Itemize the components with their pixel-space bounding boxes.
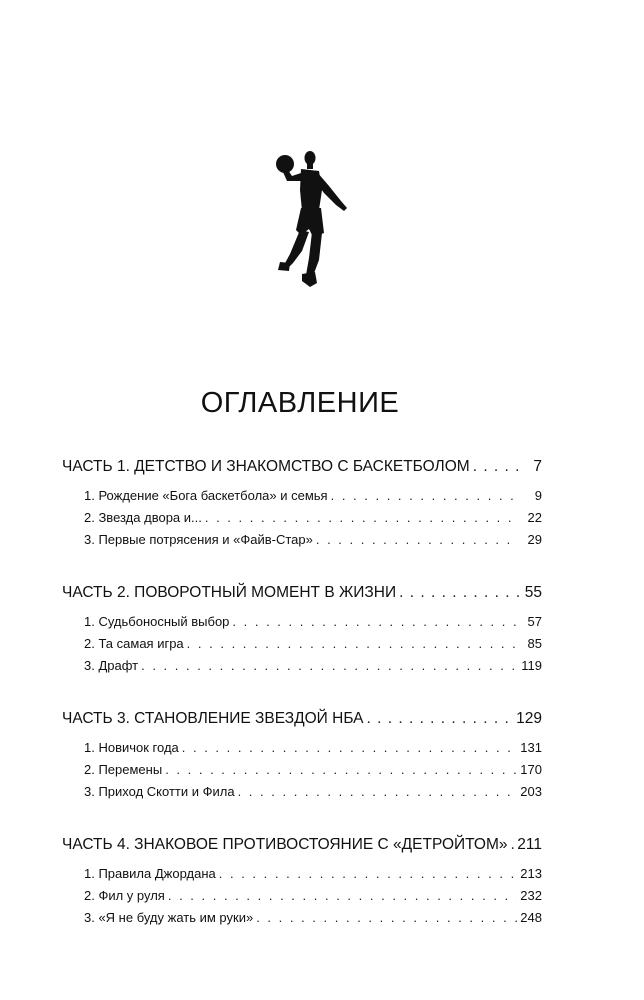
dot-leader	[511, 833, 515, 857]
toc-part-1	[62, 455, 542, 551]
part-title: ЧАСТЬ 2. ПОВОРОТНЫЙ МОМЕНТ В ЖИЗНИ	[62, 584, 397, 601]
page-number: 232	[520, 888, 542, 903]
toc-chapter	[62, 485, 542, 507]
toc-chapter	[62, 863, 542, 885]
table-of-contents	[62, 455, 542, 959]
dot-leader	[165, 759, 517, 781]
chapter-title: 3. «Я не буду жать им руки»	[84, 910, 254, 925]
chapter-title: 2. Звезда двора и...	[84, 510, 202, 525]
dot-leader	[205, 507, 519, 529]
dot-leader	[316, 529, 519, 551]
page-number: 7	[533, 458, 542, 475]
toc-chapter	[62, 611, 542, 633]
dot-leader	[232, 611, 519, 633]
page-number: 211	[517, 836, 542, 853]
toc-chapter	[62, 885, 542, 907]
part-title: ЧАСТЬ 3. СТАНОВЛЕНИЕ ЗВЕЗДОЙ НБА	[62, 710, 364, 727]
chapter-title: 3. Драфт	[84, 658, 139, 673]
dot-leader	[331, 485, 519, 507]
page-number: 85	[527, 636, 542, 651]
page-number: 29	[527, 532, 542, 547]
chapter-title: 1. Рождение «Бога баскетбола» и семья	[84, 488, 328, 503]
dot-leader	[219, 863, 518, 885]
page-number: 248	[520, 910, 542, 925]
page-number: 57	[527, 614, 542, 629]
chapter-title: 1. Судьбоносный выбор	[84, 614, 230, 629]
part-title: ЧАСТЬ 1. ДЕТСТВО И ЗНАКОМСТВО С БАСКЕТБОЛОМ	[62, 458, 470, 475]
chapter-title: 2. Та самая игра	[84, 636, 184, 651]
toc-part-heading	[62, 455, 542, 479]
toc-chapter	[62, 633, 542, 655]
toc-part-3	[62, 707, 542, 803]
chapter-title: 2. Фил у руля	[84, 888, 165, 903]
page-number: 213	[520, 866, 542, 881]
page-number: 55	[524, 584, 542, 601]
page-number: 129	[516, 710, 542, 727]
toc-chapter	[62, 759, 542, 781]
page-number: 131	[520, 740, 542, 755]
page-title: ОГЛАВЛЕНИЕ	[200, 387, 400, 420]
chapter-title: 1. Правила Джордана	[84, 866, 216, 881]
toc-part-heading	[62, 581, 542, 605]
toc-chapter	[62, 507, 542, 529]
toc-chapter	[62, 655, 542, 677]
basketball-player-silhouette-icon	[266, 150, 356, 290]
part-title: ЧАСТЬ 4. ЗНАКОВОЕ ПРОТИВОСТОЯНИЕ С «ДЕТРОЙТОМ»	[62, 836, 508, 853]
toc-part-4	[62, 833, 542, 929]
toc-chapter	[62, 781, 542, 803]
dot-leader	[256, 907, 517, 929]
page-number: 22	[527, 510, 542, 525]
dot-leader	[238, 781, 518, 803]
dot-leader	[141, 655, 518, 677]
dot-leader	[367, 707, 514, 731]
chapter-title: 1. Новичок года	[84, 740, 179, 755]
page-number: 203	[520, 784, 542, 799]
dot-leader	[187, 633, 519, 655]
toc-part-heading	[62, 833, 542, 857]
dot-leader	[399, 581, 519, 605]
dot-leader	[168, 885, 517, 907]
page-number: 9	[534, 488, 542, 503]
page-number: 119	[521, 658, 542, 673]
toc-chapter	[62, 907, 542, 929]
page-number: 170	[520, 762, 542, 777]
chapter-title: 2. Перемены	[84, 762, 163, 777]
dot-leader	[473, 455, 519, 479]
dot-leader	[182, 737, 518, 759]
toc-part-heading	[62, 707, 542, 731]
toc-part-2	[62, 581, 542, 677]
chapter-title: 3. Приход Скотти и Фила	[84, 784, 235, 799]
toc-chapter	[62, 737, 542, 759]
chapter-title: 3. Первые потрясения и «Файв-Стар»	[84, 532, 313, 547]
toc-chapter	[62, 529, 542, 551]
